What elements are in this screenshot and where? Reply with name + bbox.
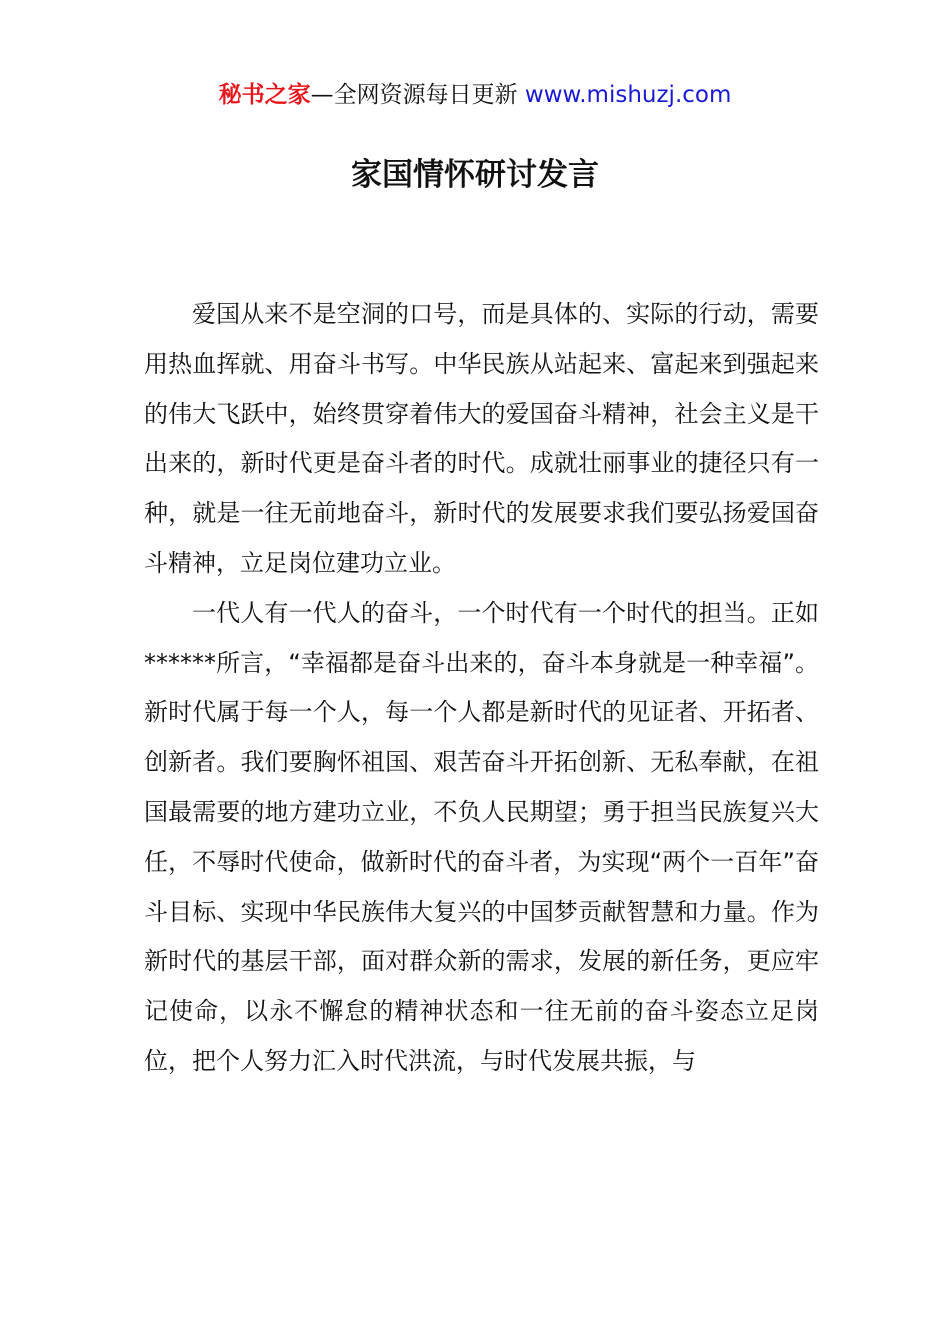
header-tagline: —全网资源每日更新 — [310, 82, 518, 108]
document-title: 家国情怀研讨发言 — [351, 157, 599, 193]
brand-name: 秘书之家 — [218, 82, 311, 108]
site-url-link[interactable]: www.mishuzj.com — [524, 82, 732, 108]
paragraph-2: 一代人有一代人的奋斗，一个时代有一个时代的担当。正如******所言，“幸福都是奋斗出来的，奋斗本身就是一种幸福”。新时代属于每一个人，每一个人都是新时代的见证者、开拓者、创新者。我们要胸怀祖国、艰苦奋斗开拓创新、无私奉献，在祖国最需要的地方建功立业，不负人民期望；勇于担当民族复兴大任，不辱时代使命，做新时代的奋斗者，为实现“两个一百年”奋斗目标、实现中华民族伟大复兴的中国梦贡献智慧和力量。作为新时代的基层干部，面对群众新的需求，发展的新任务，更应牢记使命，以永不懈怠的精神状态和一往无前的奋斗姿态立足岗位，把个人努力汇入时代洪流，与时代发展共振，与 — [144, 598, 819, 1075]
document-body — [144, 290, 819, 1087]
site-header — [0, 78, 950, 112]
paragraph-1: 爱国从来不是空洞的口号，而是具体的、实际的行动，需要用热血挥就、用奋斗书写。中华民族从站起来、富起来到强起来的伟大飞跃中，始终贯穿着伟大的爱国奋斗精神，社会主义是干出来的，新时代更是奋斗者的时代。成就壮丽事业的捷径只有一种，就是一往无前地奋斗，新时代的发展要求我们要弘扬爱国奋斗精神，立足岗位建功立业。 — [144, 300, 819, 577]
